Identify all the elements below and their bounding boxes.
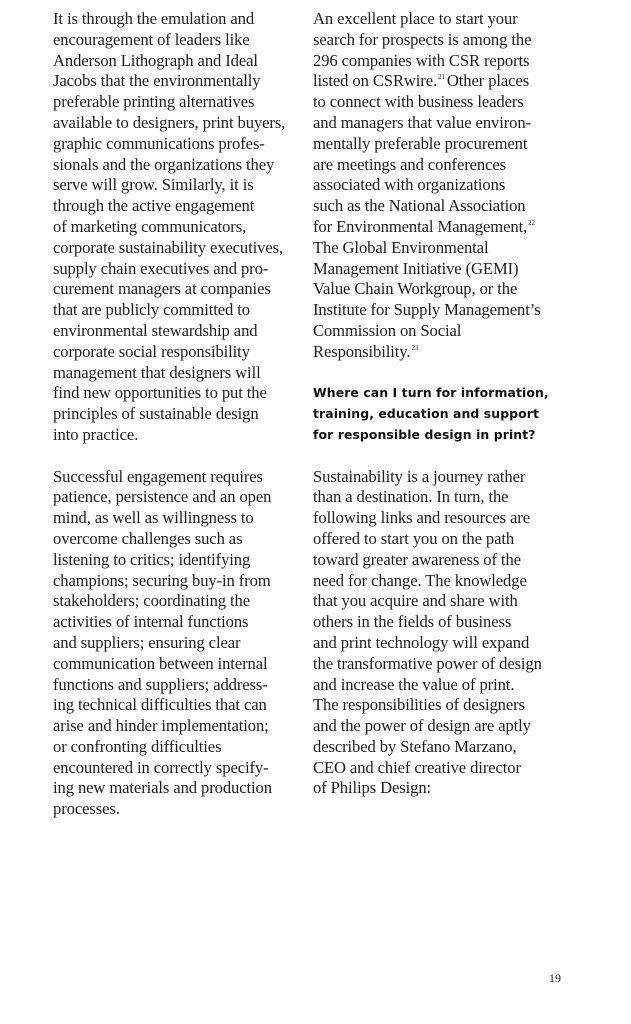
page-number: 19	[549, 971, 561, 985]
text-line: into practice.	[53, 424, 139, 444]
text-line: encouragement of leaders like	[53, 29, 250, 49]
text-line: offered to start you on the path	[313, 528, 515, 548]
text-line: serve will grow. Similarly, it is	[53, 175, 254, 195]
text-line: arise and hinder implementation;	[53, 716, 269, 736]
text-line: processes.	[53, 799, 120, 819]
text-line: The Global Environmental	[313, 237, 489, 257]
text-line: preferable printing alternatives	[53, 92, 255, 112]
left-column	[53, 9, 303, 841]
paragraph-prospects	[313, 9, 563, 363]
text-fragment: Other places	[446, 71, 530, 91]
text-line: or confronting difficulties	[53, 736, 222, 756]
text-line: are meetings and conferences	[313, 154, 506, 174]
text-line: communication between internal	[53, 653, 268, 673]
text-line: mentally preferable procurement	[313, 133, 528, 153]
text-line: overcome challenges such as	[53, 528, 243, 548]
text-line: through the active engagement	[53, 196, 255, 216]
text-line: Jacobs that the environmentally	[53, 71, 261, 91]
footnote-ref-23[interactable]: 23	[411, 343, 419, 352]
section-heading	[313, 383, 563, 445]
text-line: Value Chain Workgroup, or the	[313, 279, 518, 299]
text-line: of Philips Design:	[313, 778, 432, 798]
right-column	[313, 9, 563, 820]
text-line: functions and suppliers; address-	[53, 674, 268, 694]
text-line: supply chain executives and pro-	[53, 258, 269, 278]
text-line: environmental stewardship and	[53, 320, 258, 340]
text-line: mind, as well as willingness to	[53, 508, 254, 528]
text-line: toward greater awareness of the	[313, 549, 521, 569]
paragraph-emulation	[53, 9, 303, 446]
text-line: corporate social responsibility	[53, 341, 250, 361]
text-line: activities of internal functions	[53, 612, 249, 632]
text-line: encountered in correctly specify-	[53, 757, 269, 777]
text-line	[313, 71, 563, 92]
text-line: and print technology will expand	[313, 632, 530, 652]
text-line: such as the National Association	[313, 196, 526, 216]
text-line: to connect with business leaders	[313, 92, 524, 112]
text-line: Institute for Supply Management’s	[313, 300, 541, 320]
text-line: corporate sustainability executives,	[53, 237, 284, 257]
footnote-ref-22[interactable]: 22	[528, 218, 535, 227]
text-line: curement managers at companies	[53, 279, 271, 299]
text-line: Anderson Lithograph and Ideal	[53, 50, 258, 70]
text-line	[313, 342, 563, 363]
text-line: Successful engagement requires	[53, 466, 263, 486]
text-line: Commission on Social	[313, 320, 462, 340]
text-line: of marketing communicators,	[53, 216, 247, 236]
text-line: and managers that value environ-	[313, 112, 531, 132]
text-line: following links and resources are	[313, 508, 530, 528]
text-line: and increase the value of print.	[313, 674, 515, 694]
text-line: 296 companies with CSR reports	[313, 50, 530, 70]
text-line: that are publicly committed to	[53, 300, 250, 320]
text-line: that you acquire and share with	[313, 591, 518, 611]
text-line: than a destination. In turn, the	[313, 487, 509, 507]
heading-line: for responsible design in print?	[313, 426, 536, 442]
text-line: need for change. The knowledge	[313, 570, 527, 590]
text-fragment: for Environmental Management,	[313, 216, 528, 236]
footnote-ref-21[interactable]: 21	[438, 73, 445, 82]
text-line: Sustainability is a journey rather	[313, 466, 526, 486]
text-line: others in the fields of business	[313, 612, 512, 632]
text-line: An excellent place to start your	[313, 9, 518, 28]
text-line: stakeholders; coordinating the	[53, 591, 250, 611]
paragraph-successful-engagement	[53, 467, 303, 821]
text-line: and suppliers; ensuring clear	[53, 632, 241, 652]
heading-line: training, education and support	[313, 406, 539, 422]
text-line: patience, persistence and an open	[53, 487, 272, 507]
text-line: ing technical difficulties that can	[53, 695, 267, 715]
text-line: graphic communications profes-	[53, 133, 265, 153]
text-line: described by Stefano Marzano,	[313, 736, 517, 756]
text-line: associated with organizations	[313, 175, 506, 195]
text-fragment: listed on CSRwire.	[313, 71, 438, 91]
text-line: ing new materials and production	[53, 778, 272, 798]
text-line: find new opportunities to put the	[53, 383, 267, 403]
text-line: CEO and chief creative director	[313, 757, 521, 777]
text-line: and the power of design are aptly	[313, 716, 531, 736]
text-line: search for prospects is among the	[313, 29, 532, 49]
text-line	[313, 217, 563, 238]
paragraph-sustainability-journey	[313, 467, 563, 800]
text-line: principles of sustainable design	[53, 404, 259, 424]
text-line: listening to critics; identifying	[53, 549, 251, 569]
text-fragment: Responsibility.	[313, 341, 411, 361]
text-line: champions; securing buy-in from	[53, 570, 271, 590]
text-line: It is through the emulation and	[53, 9, 255, 28]
text-line: The responsibilities of designers	[313, 695, 525, 715]
text-line: available to designers, print buyers,	[53, 112, 286, 132]
heading-line: Where can I turn for information,	[313, 385, 549, 401]
text-line: management that designers will	[53, 362, 261, 382]
text-line: the transformative power of design	[313, 653, 542, 673]
text-line: Management Initiative (GEMI)	[313, 258, 519, 278]
text-line: sionals and the organizations they	[53, 154, 275, 174]
